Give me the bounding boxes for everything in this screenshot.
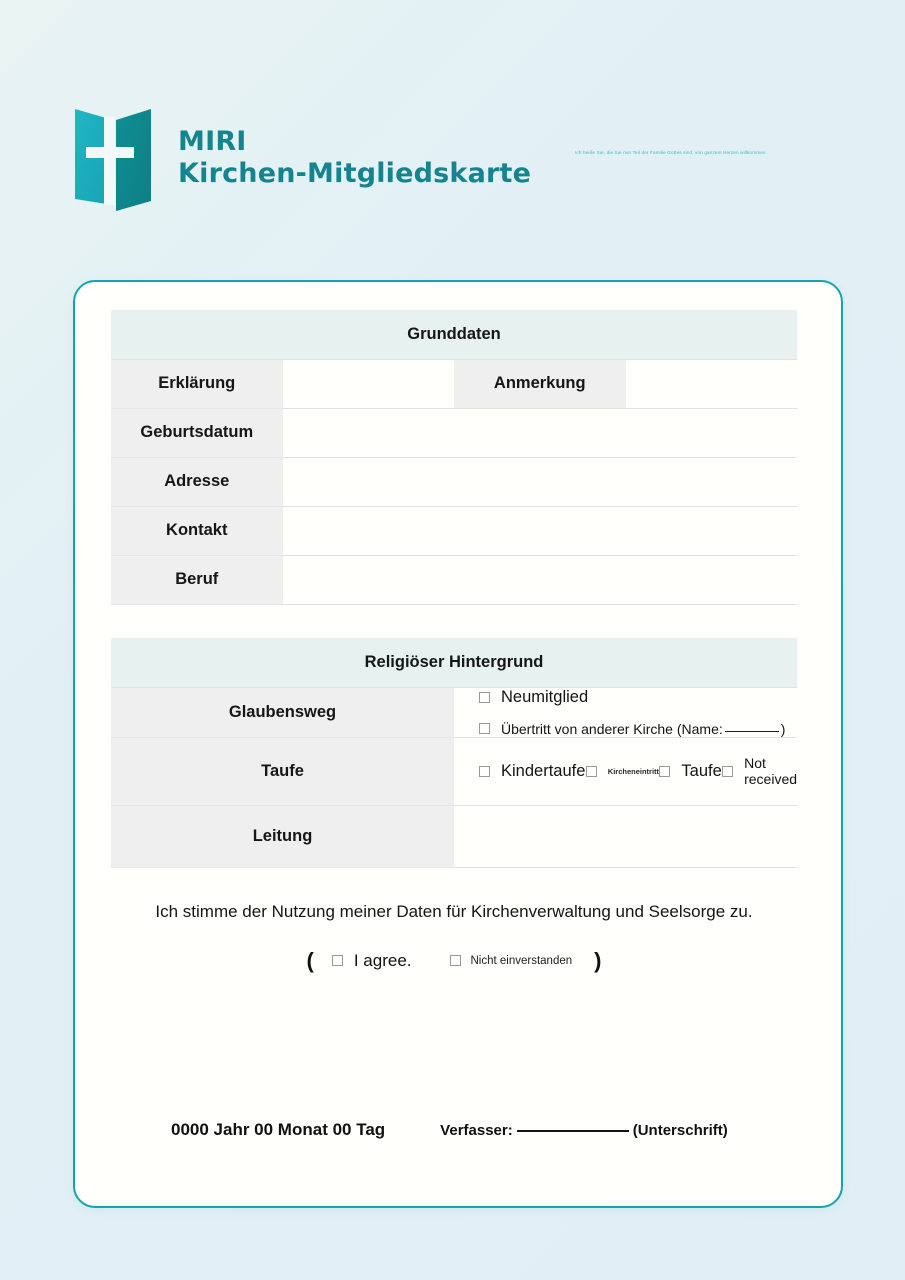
name-blank-field[interactable] — [725, 731, 779, 732]
row-label-geburtsdatum: Geburtsdatum — [111, 408, 283, 457]
table-row — [111, 737, 797, 805]
row-label-taufe: Taufe — [111, 737, 454, 805]
row-label-anmerkung: Anmerkung — [454, 359, 626, 408]
welcome-note: Ich heiße Sie, die Sie nun Teil der Familie Gottes sind, von ganzem Herzen willkommen. — [575, 150, 768, 155]
section-religioeser-hintergrund — [111, 638, 797, 868]
option-label-taufe: Taufe — [681, 761, 722, 780]
row-label-beruf: Beruf — [111, 555, 283, 604]
baptism-options — [454, 755, 797, 787]
brand-line-2: Kirchen-Mitgliedskarte — [178, 158, 532, 189]
option-disagree[interactable] — [450, 955, 573, 967]
section-title-religioeser-hintergrund: Religiöser Hintergrund — [111, 638, 797, 687]
card-footer — [111, 1120, 797, 1140]
brand-block — [72, 103, 531, 213]
section-title-grunddaten: Grunddaten — [111, 310, 797, 359]
table-row — [111, 555, 797, 604]
option-kindertaufe[interactable] — [479, 762, 585, 781]
close-paren: ) — [594, 947, 602, 973]
row-value-beruf[interactable] — [283, 555, 798, 604]
row-value-adresse[interactable] — [283, 457, 798, 506]
checkbox-taufe[interactable] — [659, 766, 670, 777]
row-value-erklaerung[interactable] — [283, 359, 455, 408]
row-label-erklaerung: Erklärung — [111, 359, 283, 408]
row-value-taufe — [454, 737, 797, 805]
section-title-row — [111, 310, 797, 359]
membership-card — [73, 280, 843, 1208]
section-title-row — [111, 638, 797, 687]
option-neumitglied[interactable] — [454, 688, 797, 707]
option-not-received[interactable] — [722, 755, 797, 787]
option-label-agree: I agree. — [353, 950, 412, 970]
row-value-kontakt[interactable] — [283, 506, 798, 555]
option-label-uebertritt-post: ) — [780, 720, 786, 737]
checkbox-agree[interactable] — [332, 955, 343, 966]
checkbox-neumitglied[interactable] — [479, 692, 490, 703]
option-label-disagree: Nicht einverstanden — [470, 954, 573, 967]
page-header — [0, 0, 905, 272]
brand-line-1: MIRI — [178, 126, 247, 158]
date-line[interactable]: 0000 Jahr 00 Monat 00 Tag — [171, 1120, 386, 1139]
row-value-geburtsdatum[interactable] — [283, 408, 798, 457]
row-value-leitung[interactable] — [454, 805, 797, 867]
option-label-kircheneintritt: Kircheneintritt — [607, 766, 660, 776]
checkbox-not-received[interactable] — [722, 766, 733, 777]
option-label-uebertritt — [501, 721, 785, 737]
checkbox-disagree[interactable] — [450, 955, 461, 966]
card-content — [111, 310, 797, 974]
option-label-not-received: Not received — [744, 755, 798, 787]
option-label-neumitglied: Neumitglied — [501, 687, 589, 706]
signature-prefix: Verfasser: — [440, 1121, 513, 1139]
checkbox-uebertritt[interactable] — [479, 723, 490, 734]
table-row — [111, 687, 797, 737]
open-paren: ( — [306, 947, 314, 973]
table-row — [111, 506, 797, 555]
open-door-cross-icon — [72, 103, 154, 213]
option-uebertritt[interactable] — [454, 721, 797, 737]
option-label-kindertaufe: Kindertaufe — [501, 761, 586, 780]
consent-block — [111, 902, 797, 974]
signature-blank-field[interactable] — [517, 1130, 629, 1132]
checkbox-kircheneintritt[interactable] — [586, 766, 597, 777]
table-row — [111, 359, 797, 408]
option-kircheneintritt[interactable] — [586, 766, 659, 777]
table-row — [111, 457, 797, 506]
table-row — [111, 408, 797, 457]
row-label-glaubensweg: Glaubensweg — [111, 687, 454, 737]
consent-options — [111, 948, 797, 974]
row-label-adresse: Adresse — [111, 457, 283, 506]
row-label-leitung: Leitung — [111, 805, 454, 867]
row-value-anmerkung[interactable] — [626, 359, 798, 408]
row-value-glaubensweg — [454, 687, 797, 737]
brand-title — [178, 126, 531, 190]
signature-suffix: (Unterschrift) — [632, 1121, 728, 1139]
section-spacer — [111, 604, 797, 638]
consent-text: Ich stimme der Nutzung meiner Daten für Kirchenverwaltung und Seelsorge zu. — [155, 901, 753, 921]
table-row — [111, 805, 797, 867]
option-agree[interactable] — [332, 951, 412, 971]
option-taufe[interactable] — [659, 762, 721, 781]
option-label-uebertritt-pre: Übertritt von anderer Kirche (Name: — [501, 720, 723, 737]
signature-line — [440, 1122, 728, 1139]
checkbox-kindertaufe[interactable] — [479, 766, 490, 777]
row-label-kontakt: Kontakt — [111, 506, 283, 555]
section-grunddaten — [111, 310, 797, 638]
